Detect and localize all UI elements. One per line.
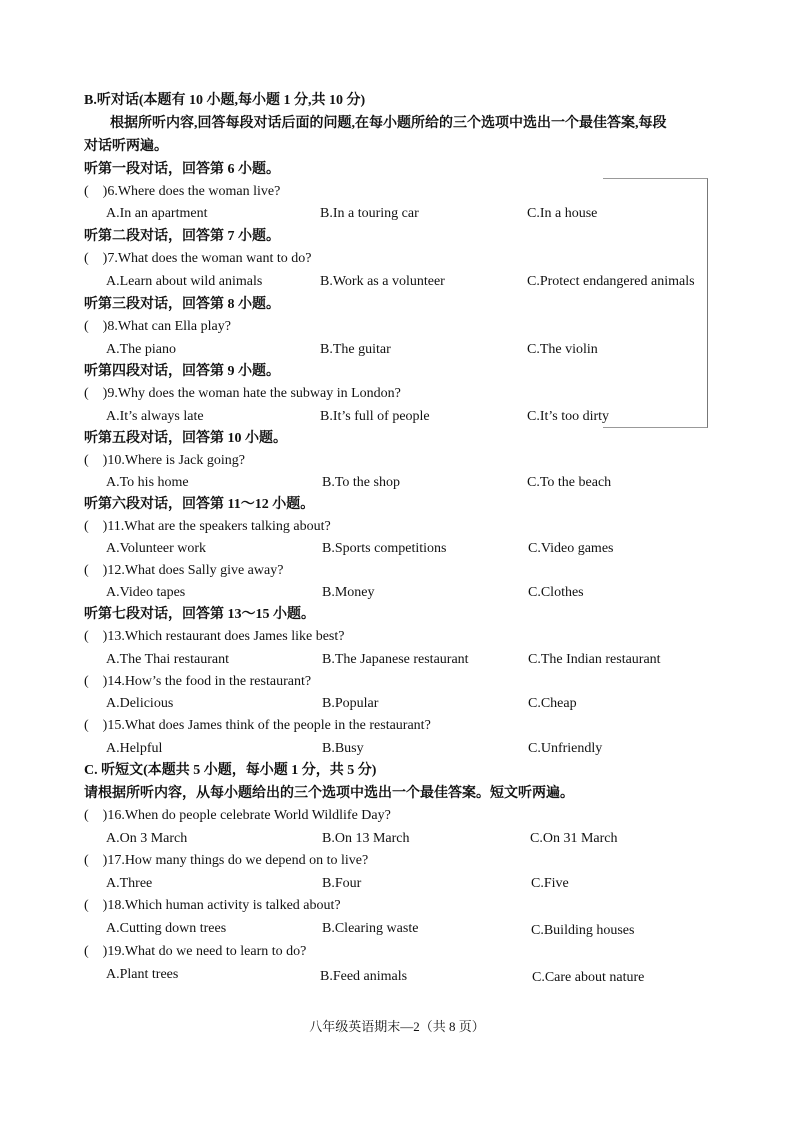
section-b-instruction-2: 对话听两遍。 <box>84 139 168 154</box>
question-text: ( )13.Which restaurant does James like best? <box>84 629 345 644</box>
option-c[interactable]: C.Unfriendly <box>528 741 603 756</box>
dialog-header: 听第四段对话，回答第 9 小题。 <box>84 364 280 379</box>
option-a[interactable]: A.Plant trees <box>106 967 179 982</box>
option-b[interactable]: B.Popular <box>322 696 379 711</box>
question-text: ( )16.When do people celebrate World Wildlife Day? <box>84 808 391 823</box>
option-c[interactable]: C.Cheap <box>528 696 577 711</box>
question-text: ( )10.Where is Jack going? <box>84 453 245 468</box>
question-text: ( )9.Why does the woman hate the subway in London? <box>84 386 401 401</box>
option-a[interactable]: A.It’s always late <box>106 409 204 424</box>
question-text: ( )15.What does James think of the people in the restaurant? <box>84 718 431 733</box>
option-b[interactable]: B.Busy <box>322 741 364 756</box>
option-a[interactable]: A.Video tapes <box>106 585 186 600</box>
question-text: ( )17.How many things do we depend on to live? <box>84 853 369 868</box>
option-c[interactable]: C.On 31 March <box>530 831 618 846</box>
option-c[interactable]: C.Clothes <box>528 585 584 600</box>
option-b[interactable]: B.Feed animals <box>320 969 408 984</box>
question-text: ( )18.Which human activity is talked about? <box>84 898 341 913</box>
question-text: ( )14.How’s the food in the restaurant? <box>84 674 312 689</box>
dialog-header: 听第一段对话，回答第 6 小题。 <box>84 162 280 177</box>
option-a[interactable]: A.The Thai restaurant <box>106 652 229 667</box>
option-c[interactable]: C.Care about nature <box>532 970 645 985</box>
option-a[interactable]: A.Cutting down trees <box>106 921 227 936</box>
option-a[interactable]: A.Volunteer work <box>106 541 207 556</box>
question-text: ( )12.What does Sally give away? <box>84 563 284 578</box>
option-b[interactable]: B.Money <box>322 585 375 600</box>
option-c[interactable]: C.Five <box>531 876 569 891</box>
option-c[interactable]: C.Video games <box>528 541 614 556</box>
section-c-instruction: 请根据所听内容，从每小题给出的三个选项中选出一个最佳答案。短文听两遍。 <box>84 786 574 801</box>
scan-frame-mark <box>603 178 708 428</box>
question-text: ( )8.What can Ella play? <box>84 319 231 334</box>
option-a[interactable]: A.Three <box>106 876 153 891</box>
option-a[interactable]: A.Delicious <box>106 696 174 711</box>
option-c[interactable]: C.To the beach <box>527 475 612 490</box>
option-a[interactable]: A.Helpful <box>106 741 163 756</box>
option-c[interactable]: C.Protect endangered animals <box>527 274 695 289</box>
option-b[interactable]: B.Clearing waste <box>322 921 419 936</box>
option-b[interactable]: B.Sports competitions <box>322 541 447 556</box>
section-b-instruction-1: 根据所听内容,回答每段对话后面的问题,在每小题所给的三个选项中选出一个最佳答案,每段 <box>110 116 667 131</box>
option-b[interactable]: B.In a touring car <box>320 206 419 221</box>
question-text: ( )11.What are the speakers talking about? <box>84 519 331 534</box>
option-a[interactable]: A.In an apartment <box>106 206 208 221</box>
option-a[interactable]: A.On 3 March <box>106 831 188 846</box>
option-a[interactable]: A.To his home <box>106 475 189 490</box>
option-b[interactable]: B.It’s full of people <box>320 409 430 424</box>
option-b[interactable]: B.Work as a volunteer <box>320 274 445 289</box>
option-c[interactable]: C.The Indian restaurant <box>528 652 661 667</box>
section-c-title: C. 听短文(本题共 5 小题，每小题 1 分，共 5 分) <box>84 763 377 778</box>
dialog-header: 听第五段对话，回答第 10 小题。 <box>84 431 287 446</box>
option-c[interactable]: C.In a house <box>527 206 598 221</box>
section-b-title: B.听对话(本题有 10 小题,每小题 1 分,共 10 分) <box>84 93 366 108</box>
option-c[interactable]: C.The violin <box>527 342 598 357</box>
option-a[interactable]: A.The piano <box>106 342 176 357</box>
dialog-header: 听第七段对话，回答第 13～15 小题。 <box>84 607 315 622</box>
option-b[interactable]: B.The Japanese restaurant <box>322 652 469 667</box>
option-b[interactable]: B.Four <box>322 876 362 891</box>
page-footer: 八年级英语期末—2（共 8 页） <box>309 1019 485 1034</box>
question-text: ( )6.Where does the woman live? <box>84 184 281 199</box>
dialog-header: 听第三段对话，回答第 8 小题。 <box>84 297 280 312</box>
option-c[interactable]: C.It’s too dirty <box>527 409 610 424</box>
dialog-header: 听第二段对话，回答第 7 小题。 <box>84 229 280 244</box>
option-b[interactable]: B.To the shop <box>322 475 400 490</box>
dialog-header: 听第六段对话，回答第 11～12 小题。 <box>84 497 315 512</box>
option-b[interactable]: B.On 13 March <box>322 831 410 846</box>
question-text: ( )7.What does the woman want to do? <box>84 251 312 266</box>
option-a[interactable]: A.Learn about wild animals <box>106 274 263 289</box>
option-c[interactable]: C.Building houses <box>531 923 635 938</box>
option-b[interactable]: B.The guitar <box>320 342 391 357</box>
question-text: ( )19.What do we need to learn to do? <box>84 944 307 959</box>
